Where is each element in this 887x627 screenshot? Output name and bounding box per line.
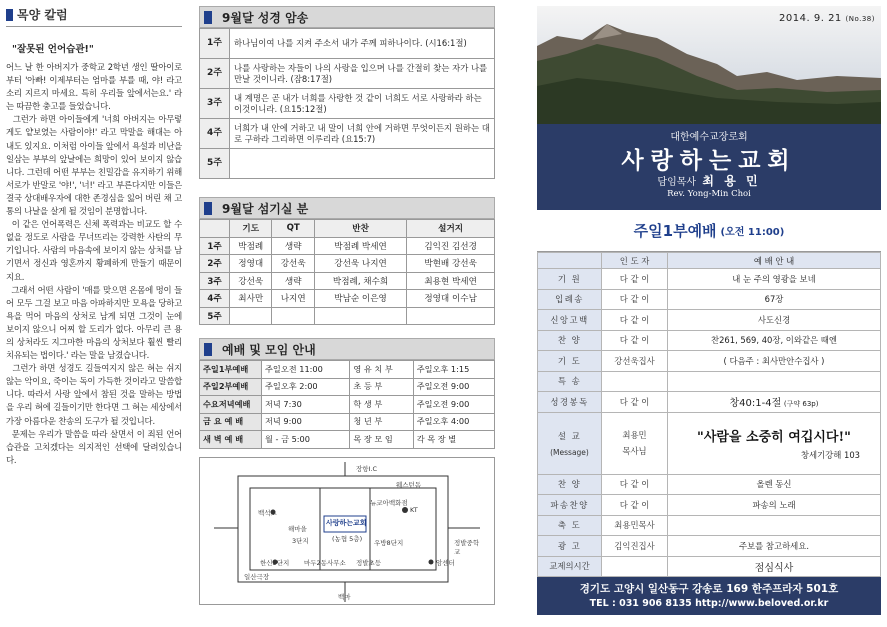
sermon-row bbox=[538, 412, 881, 474]
cover-banner bbox=[537, 6, 881, 210]
preacher-title: 목사님 bbox=[622, 446, 647, 456]
table-cell: 박남순 이은영 bbox=[314, 290, 406, 308]
meeting-time: 월 - 금 5:00 bbox=[262, 431, 350, 449]
column-header bbox=[6, 6, 182, 23]
denomination: 대한예수교장로회 bbox=[670, 132, 748, 143]
header-cell: QT bbox=[272, 220, 314, 238]
map-label: 암센터 bbox=[436, 558, 455, 567]
table-cell: 정영대 bbox=[230, 255, 272, 273]
bulletin-cover bbox=[537, 6, 881, 621]
servers-table bbox=[199, 219, 495, 325]
table-row bbox=[200, 378, 495, 396]
order-label: 축 도 bbox=[538, 515, 602, 536]
map-roads bbox=[200, 458, 494, 604]
date-text: 2014. 9. 21 bbox=[779, 13, 842, 24]
table-row bbox=[200, 396, 495, 414]
table-row bbox=[538, 330, 881, 351]
scripture-page: (구약 63p) bbox=[783, 400, 819, 409]
article-body: 어느 날 한 아버지가 중학교 2학년 생인 딸아이로부터 '아빠! 이제부터는 엄마를 부를 때, 야! 라고 소리 지르지 마세요. 특히 우리들 앞에서는요.' 라는 따끔한 충고를 들었습니다. 그런가 하면 아이들에게 '너희 아버지는 아무렇게도 얕보였는 사람이야!' 라고 막말을 해대는 아내도 있지요. 이처럼 아이들 앞에서 욕설과 비난을 일삼는 부부의 앞날에는 희망이 있어 보이지 않습니다. 그런데 어떤 부부는 친밀감을 유지하기 위해 서로가 반말로 '야!', '너!' 라고 부른다지만 이들은 결국 상대배우자에 대한 존경심을 잃어 버린 채 고통의 나날을 살게 될 것임이 분명합니다. 이 같은 언어폭력은 신체 폭력과는 비교도 할 수 없을 정도로 사람을 무너뜨리는 강력한 사탄의 무기입니다. 사람의 마음속에 보이지 않는 상처를 남기면서 정신과 영혼까지 황폐하게 만들기 때문이지요. 그래서 어떤 사람이 '매를 맞으면 온몸에 멍이 들어 모두 그걸 보고 마음 아파하지만 모욕을 당하고 욕을 먹어 마음의 상처로 남게 되면 그것이 눈에 보이지 않으니 어찌 할 도리가 없다. 아무리 큰 용의 상처라도 지그마한 마음의 상처보다 훨씬 빨리 치유되는 법이다.' 라는 말을 남겼습니다. 그런가 하면 성경도 길들여지지 않은 혀는 쉬지 않는 악이요, 죽이는 독이 가득한 것이라고 말씀합니다. 따라서 사랑 앞에서 참된 것을 말하는 방법을 우리 혀에 길들이기만 한다면 그 혀는 세상에서 가장 아름다운 찬송의 도구가 될 것입니다. 문제는 우리가 말씀을 따라 살면서 이 죄된 언어습관을 고치겠다는 의지적인 선택에 달려있습니다. bbox=[6, 62, 182, 465]
table-cell: 박점례, 채수희 bbox=[314, 272, 406, 290]
sermon-ref: 창세기강해 103 bbox=[800, 449, 860, 460]
order-content: ( 다음주 : 최사만안수집사 ) bbox=[668, 351, 881, 372]
meeting-name: 새 벽 예 배 bbox=[200, 431, 262, 449]
table-cell: 최용현 박세연 bbox=[407, 272, 495, 290]
table-cell bbox=[230, 307, 272, 325]
header-cell bbox=[538, 253, 602, 269]
order-leader: 김익진집사 bbox=[602, 536, 668, 557]
order-leader: 다 같 이 bbox=[602, 310, 668, 331]
table-row bbox=[538, 515, 881, 536]
map-label: 해마을 bbox=[288, 524, 307, 533]
church-name: 사랑하는교회 bbox=[621, 148, 797, 174]
verse-text: 내 계명은 곧 내가 너희를 사랑한 것 같이 너희도 서로 사랑하라 하는 이것이니라. (요15:12절) bbox=[230, 89, 495, 119]
table-row bbox=[200, 413, 495, 431]
table-cell: 박점례 박세연 bbox=[314, 237, 406, 255]
order-content: 찬261, 569, 40장, 이와같은 때엔 bbox=[668, 330, 881, 351]
pastoral-column bbox=[6, 6, 182, 621]
table-row bbox=[200, 149, 495, 179]
order-leader bbox=[602, 371, 668, 392]
table-row bbox=[538, 495, 881, 516]
table-cell: 김익진 김선경 bbox=[407, 237, 495, 255]
order-label: 광 고 bbox=[538, 536, 602, 557]
map-label: 장항I.C bbox=[356, 464, 378, 473]
header-cell: 인 도 자 bbox=[602, 253, 668, 269]
meeting-name: 수요저녁예배 bbox=[200, 396, 262, 414]
map-label: 웨스턴돔 bbox=[396, 480, 422, 489]
table-cell: 나지연 bbox=[272, 290, 314, 308]
meeting-time: 주일오전 9:00 bbox=[413, 378, 494, 396]
table-row bbox=[200, 272, 495, 290]
verses-header bbox=[199, 6, 495, 28]
table-row bbox=[200, 307, 495, 325]
table-row bbox=[538, 536, 881, 557]
order-label: 입례송 bbox=[538, 289, 602, 310]
table-row bbox=[538, 310, 881, 331]
order-label: 찬 양 bbox=[538, 330, 602, 351]
pastor-english-name: Rev. Yong-Min Choi bbox=[667, 189, 751, 199]
divider bbox=[6, 26, 182, 27]
meeting-time: 저녁 9:00 bbox=[262, 413, 350, 431]
order-content: 67장 bbox=[668, 289, 881, 310]
order-leader: 최용민목사 bbox=[602, 515, 668, 536]
week-cell: 3주 bbox=[200, 89, 230, 119]
week-cell: 2주 bbox=[200, 255, 230, 273]
meeting-time: 주일오후 1:15 bbox=[413, 361, 494, 379]
meeting-name: 목 장 모 임 bbox=[350, 431, 413, 449]
order-leader: 강선욱집사 bbox=[602, 351, 668, 372]
sermon-content bbox=[668, 412, 881, 474]
week-cell: 3주 bbox=[200, 272, 230, 290]
order-label: 성경봉독 bbox=[538, 392, 602, 413]
table-row bbox=[200, 431, 495, 449]
table-cell: 생략 bbox=[272, 272, 314, 290]
order-content: 주보를 참고하세요. bbox=[668, 536, 881, 557]
order-label: 기 원 bbox=[538, 269, 602, 290]
order-leader: 다 같 이 bbox=[602, 392, 668, 413]
verses-table bbox=[199, 28, 495, 179]
order-label-en: (Message) bbox=[550, 447, 589, 457]
verse-text bbox=[230, 149, 495, 179]
church-contact: TEL : 031 906 8135 http://www.beloved.or.kr bbox=[589, 598, 829, 609]
meetings-title: 예배 및 모임 안내 bbox=[222, 342, 316, 357]
map-label: 3단지 bbox=[292, 536, 309, 545]
worship-order-table bbox=[537, 252, 881, 577]
header-cell: 반찬 bbox=[314, 220, 406, 238]
column-title: 목양 칼럼 bbox=[17, 8, 68, 22]
week-cell: 1주 bbox=[200, 237, 230, 255]
header-cell: 예 배 안 내 bbox=[668, 253, 881, 269]
map-label: 한신3단지 bbox=[260, 558, 290, 567]
table-row bbox=[200, 255, 495, 273]
pastor-name: 최 용 민 bbox=[702, 174, 761, 188]
table-cell: 박점례 bbox=[230, 237, 272, 255]
meeting-time: 저녁 7:30 bbox=[262, 396, 350, 414]
order-content: 점심식사 bbox=[668, 556, 881, 577]
sermon-title: "사람을 소중히 여깁시다!" bbox=[697, 429, 851, 445]
bulletin-date bbox=[779, 13, 875, 24]
order-label: 기 도 bbox=[538, 351, 602, 372]
meeting-time: 주일오전 11:00 bbox=[262, 361, 350, 379]
meeting-time: 주일오후 2:00 bbox=[262, 378, 350, 396]
table-cell bbox=[272, 307, 314, 325]
table-header-row bbox=[538, 253, 881, 269]
meeting-name: 주일2부예배 bbox=[200, 378, 262, 396]
order-leader: 다 같 이 bbox=[602, 330, 668, 351]
header-cell: 기도 bbox=[230, 220, 272, 238]
table-row bbox=[538, 392, 881, 413]
table-cell: 최사만 bbox=[230, 290, 272, 308]
table-row bbox=[200, 119, 495, 149]
sermon-leader bbox=[602, 412, 668, 474]
map-label: 정발중학교 bbox=[454, 538, 480, 556]
map-label: 마두2동사무소 bbox=[304, 558, 346, 567]
section-marker-icon bbox=[204, 202, 212, 215]
location-map bbox=[199, 457, 495, 605]
issue-number: (No.38) bbox=[845, 15, 875, 23]
meeting-time: 주일오전 9:00 bbox=[413, 396, 494, 414]
order-content bbox=[668, 515, 881, 536]
table-cell bbox=[314, 307, 406, 325]
order-label: 특 송 bbox=[538, 371, 602, 392]
map-label: 뉴코아백화점 bbox=[370, 498, 408, 507]
section-marker-icon bbox=[6, 9, 13, 21]
meeting-name: 초 등 부 bbox=[350, 378, 413, 396]
meeting-name: 영 유 치 부 bbox=[350, 361, 413, 379]
map-label: 백마 bbox=[338, 592, 351, 601]
preacher-name: 최용민 bbox=[622, 430, 647, 440]
order-label: 찬 양 bbox=[538, 474, 602, 495]
map-label: 일산극장 bbox=[244, 572, 270, 581]
table-header-row bbox=[200, 220, 495, 238]
meetings-header bbox=[199, 338, 495, 360]
order-content bbox=[668, 392, 881, 413]
section-marker-icon bbox=[204, 11, 212, 24]
table-row bbox=[538, 289, 881, 310]
map-label: 정발초등 bbox=[356, 558, 382, 567]
week-cell: 2주 bbox=[200, 59, 230, 89]
table-cell: 강선욱 bbox=[272, 255, 314, 273]
verses-title: 9월달 성경 암송 bbox=[222, 10, 309, 25]
section-marker-icon bbox=[204, 343, 212, 356]
map-label: 우방8단지 bbox=[374, 538, 404, 547]
header-cell bbox=[200, 220, 230, 238]
order-content: 내 눈 주의 영광을 보네 bbox=[668, 269, 881, 290]
table-row bbox=[538, 474, 881, 495]
worship-title bbox=[537, 210, 881, 252]
header-cell: 설거지 bbox=[407, 220, 495, 238]
week-cell: 5주 bbox=[200, 149, 230, 179]
table-row bbox=[538, 556, 881, 577]
map-label: 백석초 bbox=[258, 508, 277, 517]
verse-text: 나를 사랑하는 자들이 나의 사랑을 입으며 나를 간절히 찾는 자가 나를 만날 것이니라. (잠8:17절) bbox=[230, 59, 495, 89]
order-content: 올렌 동신 bbox=[668, 474, 881, 495]
week-cell: 4주 bbox=[200, 290, 230, 308]
week-cell: 4주 bbox=[200, 119, 230, 149]
order-content bbox=[668, 371, 881, 392]
table-row bbox=[538, 351, 881, 372]
table-cell: 강선욱 bbox=[230, 272, 272, 290]
servers-title: 9월달 섬기실 분 bbox=[222, 201, 309, 216]
order-label: 설 교 bbox=[557, 430, 582, 441]
table-row bbox=[200, 361, 495, 379]
meeting-time: 주일오후 4:00 bbox=[413, 413, 494, 431]
order-leader: 다 같 이 bbox=[602, 289, 668, 310]
map-label: (농협 5층) bbox=[332, 534, 363, 543]
order-content: 사도신경 bbox=[668, 310, 881, 331]
church-contact-footer bbox=[537, 577, 881, 615]
order-label: 파송찬양 bbox=[538, 495, 602, 516]
table-row bbox=[200, 59, 495, 89]
meeting-name: 금 요 예 배 bbox=[200, 413, 262, 431]
table-row bbox=[200, 89, 495, 119]
verse-text: 하나님이여 나를 지켜 주소서 내가 주께 피하나이다. (시16:1절) bbox=[230, 29, 495, 59]
order-leader bbox=[602, 556, 668, 577]
map-label: KT bbox=[410, 505, 418, 514]
pastor-title: 담임목사 bbox=[657, 177, 697, 188]
order-label: 신앙고백 bbox=[538, 310, 602, 331]
order-leader: 다 같 이 bbox=[602, 269, 668, 290]
middle-column bbox=[199, 6, 495, 621]
meetings-table bbox=[199, 360, 495, 449]
article-title: "잘못된 언어습관!" bbox=[12, 44, 94, 55]
week-cell: 5주 bbox=[200, 307, 230, 325]
order-leader: 다 같 이 bbox=[602, 495, 668, 516]
table-row bbox=[538, 371, 881, 392]
verse-text: 너희가 내 안에 거하고 내 말이 너희 안에 거하면 무엇이든지 원하는 대로 구하라 그리하면 이루리라 (요15:7) bbox=[230, 119, 495, 149]
week-cell: 1주 bbox=[200, 29, 230, 59]
table-row bbox=[200, 29, 495, 59]
table-cell bbox=[407, 307, 495, 325]
meeting-time: 각 목 장 별 bbox=[413, 431, 494, 449]
table-row bbox=[538, 269, 881, 290]
meeting-name: 학 생 부 bbox=[350, 396, 413, 414]
table-cell: 강선욱 나지연 bbox=[314, 255, 406, 273]
meeting-name: 주일1부예배 bbox=[200, 361, 262, 379]
table-cell: 정영대 이수남 bbox=[407, 290, 495, 308]
table-row bbox=[200, 237, 495, 255]
scripture-ref: 창40:1-4절 bbox=[729, 398, 782, 410]
church-address: 경기도 고양시 일산동구 강송로 169 한주프라자 501호 bbox=[579, 583, 839, 595]
order-content: 파송의 노래 bbox=[668, 495, 881, 516]
worship-name: 주일1부예배 bbox=[633, 222, 717, 240]
sermon-label bbox=[538, 412, 602, 474]
pastor-line bbox=[537, 172, 881, 189]
meeting-name: 청 년 부 bbox=[350, 413, 413, 431]
hospital-marker-icon bbox=[429, 559, 434, 564]
order-label: 교제의시간 bbox=[538, 556, 602, 577]
servers-header bbox=[199, 197, 495, 219]
map-church-label: 사랑하는교회 bbox=[326, 518, 367, 527]
order-leader: 다 같 이 bbox=[602, 474, 668, 495]
worship-time: (오전 11:00) bbox=[720, 227, 785, 238]
table-cell: 박현배 강선욱 bbox=[407, 255, 495, 273]
kt-marker-icon bbox=[402, 507, 408, 513]
table-row bbox=[200, 290, 495, 308]
table-cell: 생략 bbox=[272, 237, 314, 255]
